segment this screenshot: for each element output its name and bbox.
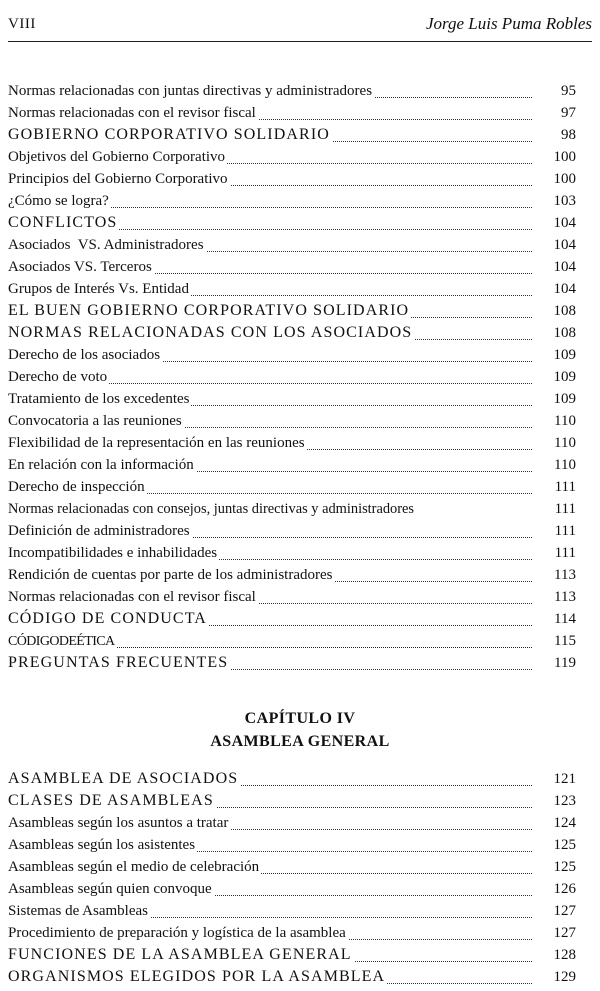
toc-entry-page: 129: [536, 966, 576, 988]
toc-entry-title: ORGANISMOS ELEGIDOS POR LA ASAMBLEA: [8, 968, 386, 985]
toc-entry: [8, 124, 576, 146]
toc-entry-title: NORMAS RELACIONADAS CON LOS ASOCIADOS: [8, 324, 413, 341]
toc-entry: [8, 922, 576, 944]
toc-entry-title: Sistemas de Asambleas: [8, 903, 148, 919]
toc-entry-title: Asociados VS. Terceros: [8, 259, 152, 275]
toc-entry: [8, 564, 576, 586]
toc-entry-page: 104: [536, 212, 576, 234]
toc-entry-title: CÓDIGODEÉTICA: [8, 634, 115, 649]
toc-entry-title: Incompatibilidades e inhabilidades: [8, 545, 218, 561]
toc-entry: [8, 146, 576, 168]
toc-entry-title: ASAMBLEA DE ASOCIADOS: [8, 770, 239, 787]
toc-entry: [8, 608, 576, 630]
toc-list-section-1: [8, 80, 576, 674]
toc-entry-title: Normas relacionadas con el revisor fiscal: [8, 589, 256, 605]
toc-entry-page: 100: [536, 168, 576, 190]
running-header: [8, 14, 592, 36]
toc-entry-title: Derecho de inspección: [8, 479, 145, 495]
toc-entry-title: En relación con la información: [8, 457, 194, 473]
toc-entry: [8, 234, 576, 256]
toc-entry-page: 98: [536, 124, 576, 146]
toc-entry-page: 111: [536, 542, 576, 564]
toc-entry-page: 125: [536, 834, 576, 856]
toc-entry: [8, 856, 576, 878]
author-name: Jorge Luis Puma Robles: [425, 14, 592, 33]
toc-entry: [8, 900, 576, 922]
toc-entry-page: 109: [536, 344, 576, 366]
toc-entry-title: CÓDIGO DE CONDUCTA: [8, 610, 207, 627]
toc-entry-page: 128: [536, 944, 576, 966]
toc-entry-title: Asociados VS. Administradores: [8, 237, 204, 253]
toc-entry-title: Asambleas según quien convoque: [8, 881, 212, 897]
toc-entry-page: 110: [536, 410, 576, 432]
toc-entry: [8, 630, 576, 652]
toc-entry-title: Derecho de voto: [8, 369, 108, 385]
toc-entry: [8, 520, 576, 542]
toc-entry-title: Definición de administradores: [8, 523, 190, 539]
toc-entry-title: CLASES DE ASAMBLEAS: [8, 792, 214, 809]
toc-entry-page: 126: [536, 878, 576, 900]
toc-entry-page: 95: [536, 80, 576, 102]
toc-entry-page: 121: [536, 768, 576, 790]
toc-entry: [8, 190, 576, 212]
toc-entry-title: Normas relacionadas con juntas directivas y administradores: [8, 83, 373, 99]
toc-entry-page: 97: [536, 102, 576, 124]
toc-entry: [8, 212, 576, 234]
toc-entry-page: 108: [536, 322, 576, 344]
toc-entry: [8, 388, 576, 410]
toc-entry-title: Tratamiento de los excedentes: [8, 391, 190, 407]
toc-entry-title: Procedimiento de preparación y logística de la asamblea: [8, 925, 346, 941]
toc-entry: [8, 432, 576, 454]
toc-entry-page: 111: [536, 498, 576, 520]
toc-entry: [8, 322, 576, 344]
toc-entry-page: 123: [536, 790, 576, 812]
toc-entry: [8, 278, 576, 300]
toc-list-section-2: [8, 768, 576, 988]
toc-entry-page: 104: [536, 234, 576, 256]
toc-entry: [8, 454, 576, 476]
toc-entry: [8, 168, 576, 190]
toc-entry-page: 104: [536, 256, 576, 278]
header-rule: [8, 41, 592, 42]
toc-entry-title: Normas relacionadas con consejos, juntas directivas y administradores: [8, 501, 415, 517]
toc-entry: [8, 834, 576, 856]
toc-entry: [8, 102, 576, 124]
toc-entry: [8, 652, 576, 674]
toc-entry-page: 127: [536, 900, 576, 922]
toc-entry-page: 111: [536, 476, 576, 498]
toc-entry-page: 113: [536, 586, 576, 608]
toc-entry: [8, 410, 576, 432]
toc-entry-page: 124: [536, 812, 576, 834]
toc-entry-page: 115: [536, 630, 576, 652]
toc-entry-page: 119: [536, 652, 576, 674]
toc-entry-page: 111: [536, 520, 576, 542]
toc-entry-page: 114: [536, 608, 576, 630]
toc-entry-title: Grupos de Interés Vs. Entidad: [8, 281, 189, 297]
toc-entry-title: EL BUEN GOBIERNO CORPORATIVO SOLIDARIO: [8, 302, 410, 319]
toc-entry-page: 109: [536, 388, 576, 410]
toc-entry-title: ¿Cómo se logra?: [8, 193, 109, 209]
toc-entry-page: 104: [536, 278, 576, 300]
toc-entry: [8, 80, 576, 102]
toc-entry-page: 125: [536, 856, 576, 878]
toc-entry-page: 109: [536, 366, 576, 388]
toc-entry: [8, 966, 576, 988]
toc-entry-page: 110: [536, 454, 576, 476]
toc-entry-title: Asambleas según los asuntos a tratar: [8, 815, 229, 831]
toc-entry: [8, 790, 576, 812]
toc-entry-title: Objetivos del Gobierno Corporativo: [8, 149, 226, 165]
toc-entry: [8, 344, 576, 366]
toc-entry: [8, 476, 576, 498]
toc-entry: [8, 768, 576, 790]
toc-entry-title: PREGUNTAS FRECUENTES: [8, 654, 229, 671]
toc-entry-title: Convocatoria a las reuniones: [8, 413, 182, 429]
toc-entry: [8, 812, 576, 834]
toc-entry: [8, 256, 576, 278]
toc-entry: [8, 300, 576, 322]
toc-entry-title: FUNCIONES DE LA ASAMBLEA GENERAL: [8, 946, 352, 963]
toc-entry-title: Derecho de los asociados: [8, 347, 161, 363]
toc-entry: [8, 944, 576, 966]
toc-entry-title: GOBIERNO CORPORATIVO SOLIDARIO: [8, 126, 330, 143]
toc-entry: [8, 878, 576, 900]
toc-entry-page: 113: [536, 564, 576, 586]
toc-entry-title: Principios del Gobierno Corporativo: [8, 171, 228, 187]
toc-entry-title: CONFLICTOS: [8, 214, 118, 231]
toc-entry-title: Normas relacionadas con el revisor fiscal: [8, 105, 256, 121]
toc-entry-page: 103: [536, 190, 576, 212]
toc-entry-page: 110: [536, 432, 576, 454]
toc-entry-title: Flexibilidad de la representación en las reuniones: [8, 435, 305, 451]
toc-entry-title: Rendición de cuentas por parte de los administradores: [8, 567, 333, 583]
toc-entry: [8, 542, 576, 564]
toc-entry-title: Asambleas según el medio de celebración: [8, 859, 260, 875]
toc-entry: [8, 498, 576, 520]
toc-entry-page: 127: [536, 922, 576, 944]
toc-entry-page: 100: [536, 146, 576, 168]
toc-entry: [8, 586, 576, 608]
toc-entry-page: 108: [536, 300, 576, 322]
chapter-number: CAPÍTULO IV: [244, 710, 356, 727]
toc-entry: [8, 366, 576, 388]
toc-entry-title: Asambleas según los asistentes: [8, 837, 196, 853]
page-number: VIII: [8, 16, 36, 32]
chapter-title: ASAMBLEA GENERAL: [210, 733, 390, 750]
